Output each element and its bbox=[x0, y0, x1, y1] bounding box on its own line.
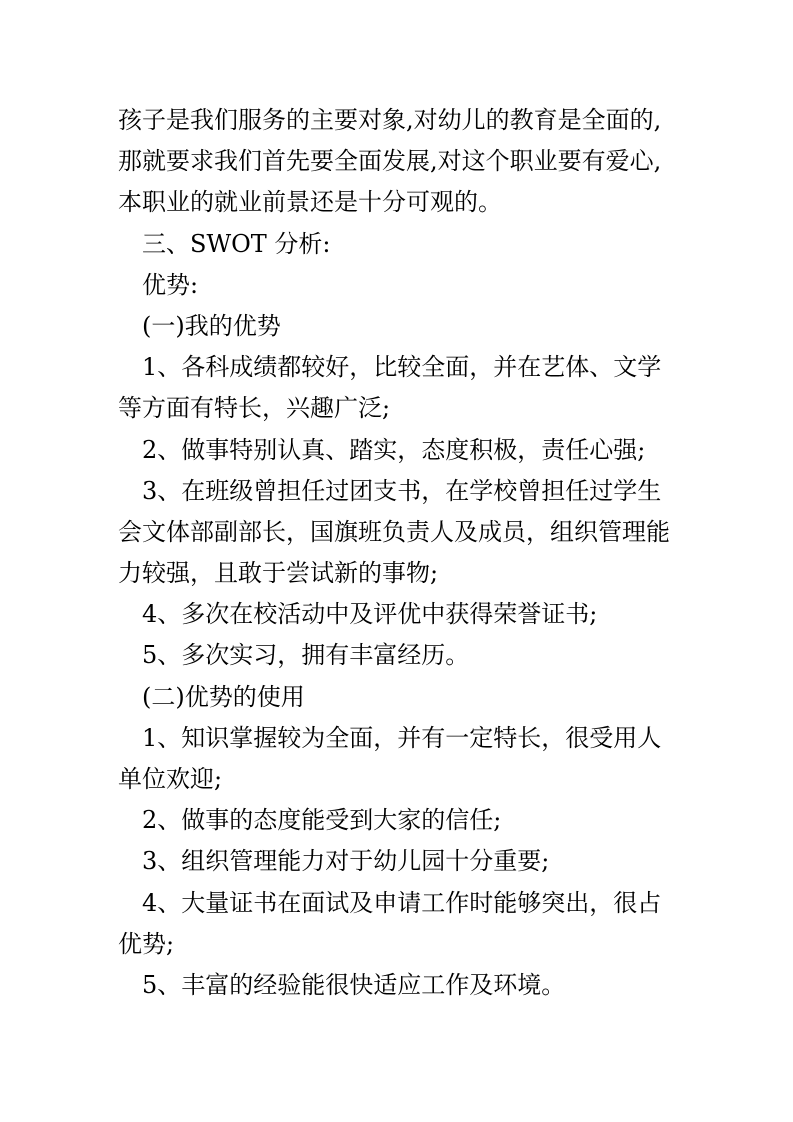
document-body bbox=[118, 100, 678, 1006]
list-item: 3、在班级曾担任过团支书，在学校曾担任过学生 bbox=[142, 476, 662, 505]
list-item: 2、做事的态度能受到大家的信任; bbox=[142, 806, 502, 835]
text-line: 那就要求我们首先要全面发展,对这个职业要有爱心, bbox=[118, 147, 662, 176]
list-item: 4、多次在校活动中及评优中获得荣誉证书; bbox=[142, 600, 598, 629]
text-line: 孩子是我们服务的主要对象,对幼儿的教育是全面的, bbox=[118, 106, 662, 134]
subheading-my-strengths: (一)我的优势 bbox=[142, 311, 281, 340]
list-item: 5、丰富的经验能很快适应工作及环境。 bbox=[142, 970, 566, 999]
section-heading-swot: 三、SWOT 分析: bbox=[142, 229, 331, 258]
list-item-continuation: 优势; bbox=[118, 929, 175, 958]
list-item: 1、各科成绩都较好，比较全面，并在艺体、文学 bbox=[142, 353, 662, 382]
list-item: 1、知识掌握较为全面，并有一定特长，很受用人 bbox=[142, 723, 662, 752]
list-item-continuation: 等方面有特长，兴趣广泛; bbox=[118, 394, 391, 423]
subheading-use-of-strengths: (二)优势的使用 bbox=[142, 682, 305, 711]
list-item: 5、多次实习，拥有丰富经历。 bbox=[142, 641, 470, 670]
subheading-strengths: 优势: bbox=[142, 270, 199, 299]
list-item: 2、做事特别认真、踏实，态度积极，责任心强; bbox=[142, 435, 646, 464]
text-line: 本职业的就业前景还是十分可观的。 bbox=[118, 188, 502, 217]
list-item-continuation: 会文体部副部长，国旗班负责人及成员，组织管理能 bbox=[118, 517, 670, 546]
list-item-continuation: 单位欢迎; bbox=[118, 765, 223, 793]
list-item: 3、组织管理能力对于幼儿园十分重要; bbox=[142, 847, 550, 876]
list-item: 4、大量证书在面试及申请工作时能够突出，很占 bbox=[142, 888, 662, 917]
list-item-continuation: 力较强，且敢于尝试新的事物; bbox=[118, 559, 439, 588]
document-page bbox=[118, 100, 678, 1006]
